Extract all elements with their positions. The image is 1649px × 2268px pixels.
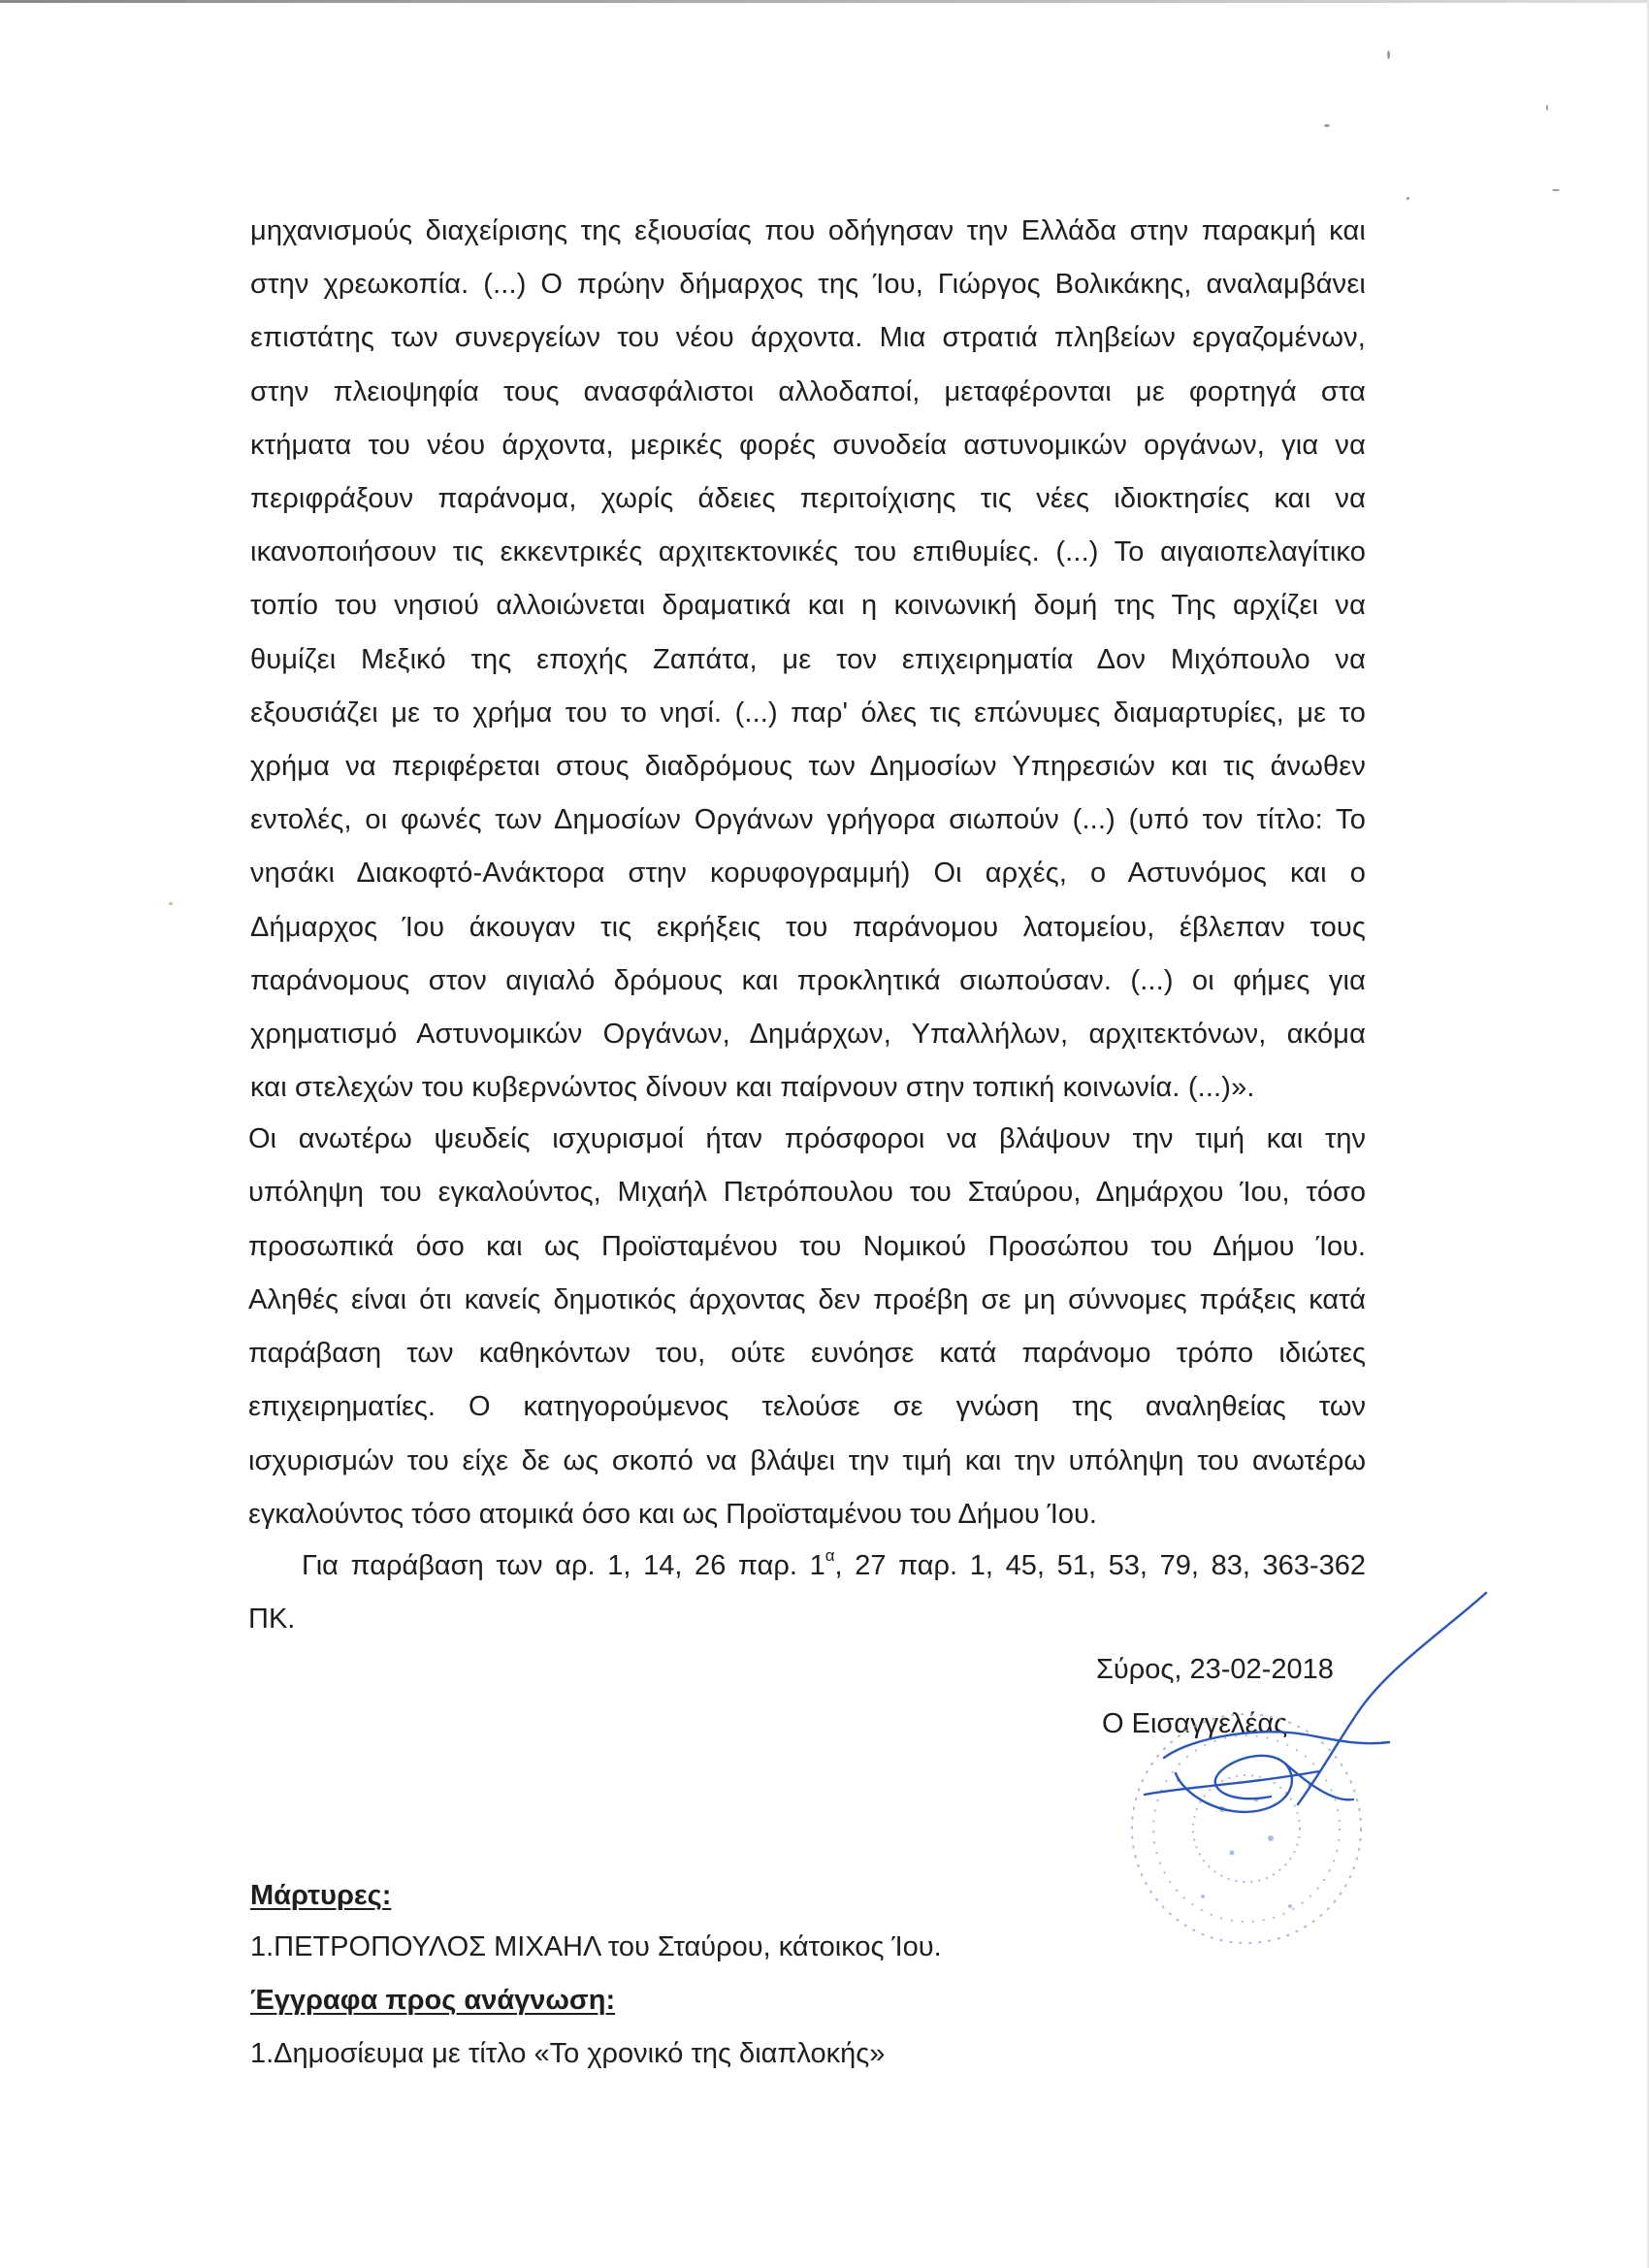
legal-articles-paragraph xyxy=(248,1539,1366,1646)
place-and-date: Σύρος, 23-02-2018 xyxy=(1096,1654,1334,1685)
scan-speck xyxy=(1546,105,1548,111)
scan-edge-top xyxy=(0,0,1649,3)
witnesses-heading: Μάρτυρες: xyxy=(250,1880,392,1911)
quoted-article-excerpt xyxy=(250,205,1366,1115)
text-line: ικανοποιήσουν τις εκκεντρικές αρχιτεκτονικές του επιθυμίες. (...) Το αιγαιοπελαγίτικο xyxy=(250,536,1366,568)
law-text-end: , 27 παρ. 1, 45, 51, 53, 79, 83, 363-362 xyxy=(834,1550,1366,1581)
text-line: Οι ανωτέρω ψευδείς ισχυρισμοί ήταν πρόσφοροι να βλάψουν την τιμή και την xyxy=(248,1123,1366,1154)
law-text-start: Για παράβαση των αρ. 1, 14, 26 παρ. 1 xyxy=(302,1550,825,1581)
text-line: προσωπικά όσο και ως Προϊσταμένου του Νομικού Προσώπου του Δήμου Ίου. xyxy=(248,1230,1366,1262)
scan-speck xyxy=(1406,197,1409,200)
scan-speck xyxy=(1552,189,1560,191)
documents-heading: Έγγραφα προς ανάγνωση: xyxy=(250,1985,616,2016)
text-line: μηχανισμούς διαχείρισης της εξιουσίας που οδήγησαν την Ελλάδα στην παρακμή και xyxy=(250,215,1366,246)
text-line: επιστάτης των συνεργείων του νέου άρχοντα. Μια στρατιά πληβείων εργαζομένων, xyxy=(250,322,1366,354)
text-line: επιχειρηματίες. Ο κατηγορούμενος τελούσε σε γνώση της αναληθείας των xyxy=(248,1391,1366,1423)
accusation-paragraph xyxy=(248,1113,1366,1541)
text-line: υπόληψη του εγκαλούντος, Μιχαήλ Πετρόπουλου του Σταύρου, Δημάρχου Ίου, τόσο xyxy=(248,1177,1366,1209)
text-line: ισχυρισμών του είχε δε ως σκοπό να βλάψει την τιμή και την υπόληψη του ανωτέρω xyxy=(248,1444,1366,1476)
text-line: χρήμα να περιφέρεται στους διαδρόμους των Δημοσίων Υπηρεσιών και τις άνωθεν xyxy=(250,751,1366,783)
text-line: ΠΚ. xyxy=(248,1604,296,1635)
text-line: θυμίζει Μεξικό της εποχής Ζαπάτα, με τον επιχειρηματία Δον Μιχόπουλο να xyxy=(250,643,1366,675)
text-line: τοπίο του νησιού αλλοιώνεται δραματικά και η κοινωνική δομή της Της αρχίζει να xyxy=(250,590,1366,622)
text-line: κτήματα του νέου άρχοντα, μερικές φορές συνοδεία αστυνομικών οργάνων, για να xyxy=(250,429,1366,461)
text-line: στην χρεωκοπία. (...) Ο πρώην δήμαρχος της Ίου, Γιώργος Βολικάκης, αναλαμβάνει xyxy=(250,269,1366,301)
text-line: εντολές, οι φωνές των Δημοσίων Οργάνων γρήγορα σιωπούν (...) (υπό τον τίτλο: Το xyxy=(250,804,1366,836)
text-line xyxy=(248,1539,1366,1593)
text-line: νησάκι Διακοφτό-Ανάκτορα στην κορυφογραμμή) Οι αρχές, ο Αστυνόμος και ο xyxy=(250,858,1366,890)
text-line: και στελεχών του κυβερνώντος δίνουν και παίρνουν στην τοπική κοινωνία. (...)». xyxy=(250,1072,1255,1104)
text-line: χρηματισμό Αστυνομικών Οργάνων, Δημάρχων, Υπαλλήλων, αρχιτεκτόνων, ακόμα xyxy=(250,1019,1366,1051)
document-item: 1.Δημοσίευμα με τίτλο «Το χρονικό της διαπλοκής» xyxy=(250,2038,886,2069)
signatory-role: Ο Εισαγγελέας xyxy=(1102,1708,1288,1739)
scan-speck xyxy=(1387,50,1390,59)
text-line: Αληθές είναι ότι κανείς δημοτικός άρχοντας δεν προέβη σε μη σύννομες πράξεις κατά xyxy=(248,1283,1366,1315)
text-line: εγκαλούντος τόσο ατομικά όσο και ως Προϊσταμένου του Δήμου Ίου. xyxy=(248,1499,1097,1531)
text-line: εξουσιάζει με το χρήμα του το νησί. (...) παρ' όλες τις επώνυμες διαμαρτυρίες, με το xyxy=(250,697,1366,729)
scan-speck xyxy=(169,902,173,905)
text-line: περιφράξουν παράνομα, χωρίς άδειες περιτοίχισης τις νέες ιδιοκτησίες και να xyxy=(250,483,1366,515)
law-superscript: α xyxy=(824,1546,835,1565)
scan-speck xyxy=(1324,124,1330,127)
text-line: Δήμαρχος Ίου άκουγαν τις εκρήξεις του παράνομου λατομείου, έβλεπαν τους xyxy=(250,911,1366,943)
text-line: στην πλειοψηφία τους ανασφάλιστοι αλλοδαποί, μεταφέρονται με φορτηγά στα xyxy=(250,375,1366,407)
text-line: παράνομους στον αιγιαλό δρόμους και προκλητικά σιωπούσαν. (...) οι φήμες για xyxy=(250,964,1366,996)
witness-item: 1.ΠΕΤΡΟΠΟΥΛΟΣ ΜΙΧΑΗΛ του Σταύρου, κάτοικος Ίου. xyxy=(250,1931,942,1962)
text-line: παράβαση των καθηκόντων του, ούτε ευνόησε κατά παράνομο τρόπο ιδιώτες xyxy=(248,1338,1366,1370)
